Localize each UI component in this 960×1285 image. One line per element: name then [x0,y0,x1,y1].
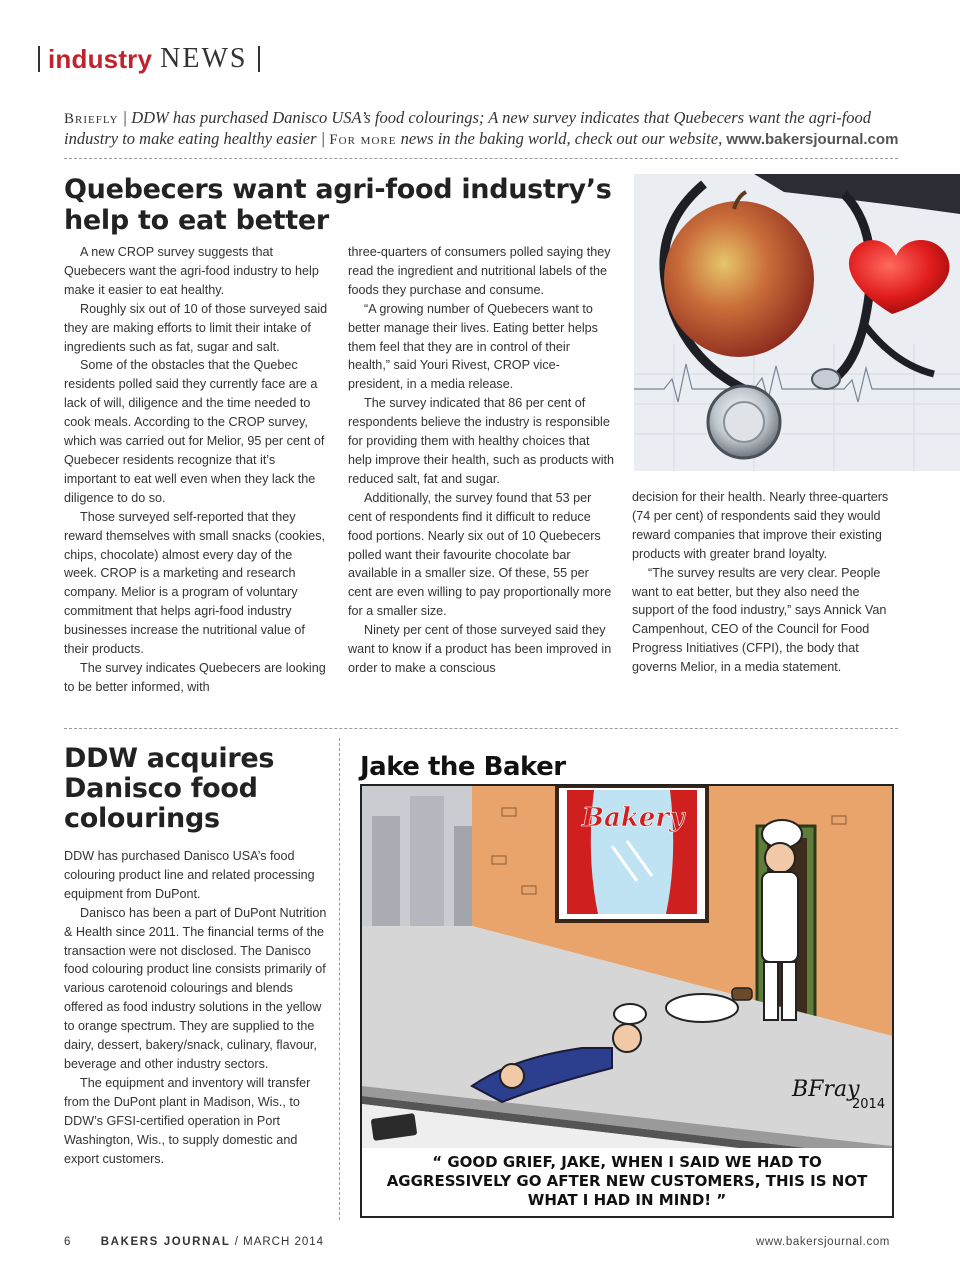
briefly-website-link[interactable]: www.bakersjournal.com [726,131,899,148]
header-rule-left [38,46,40,72]
section-title-industry: industry [48,43,153,74]
briefly-label: Briefly [64,111,119,127]
paragraph: The survey indicated that 86 per cent of respondents believe the industry is responsible for providing them with healthy choices that help improve their health, such as products with reduced salt, fat and sugar. [348,396,615,486]
paragraph: Some of the obstacles that the Quebec residents polled said they currently face are a lack of will, diligence and the time needed to cook meals. According to the CROP survey, which was carried out for Melior, 95 per cent of Quebecer residents recognize that it’s important to eat well even when they lack the diligence to do so. [64,358,325,505]
paragraph: decision for their health. Nearly three-quarters (74 per cent) of respondents said they would reward companies that improve their existing products with greater brand loyalty. [632,490,889,561]
paragraph: “The survey results are very clear. People want to eat better, but they also need the support of the food industry,” says Annick Van Campenhout, CEO of the Council for Food Progress Initiatives (CFPI), the body that governs Melior, in a media statement. [632,565,887,675]
bakery-sign: Bakery [582,803,685,833]
paragraph: Roughly six out of 10 of those surveyed said they are making efforts to limit their intake of ingredients such as fat, sugar and salt. [64,301,328,354]
cartoon-year: 2014 [852,1097,886,1112]
for-more-label: For more [329,132,397,148]
divider-top [64,158,898,159]
section-title-news: NEWS [160,43,248,74]
issue-date: / MARCH 2014 [234,1236,325,1248]
paragraph: The survey indicates Quebecers are looking to be better informed, with [64,660,326,694]
article-quebec-column-1 [64,243,328,697]
cartoon-title: Jake the Baker [360,752,566,782]
apple-stethoscope-photo [634,174,960,471]
section-header [38,42,260,76]
cartoon-caption: “ GOOD GRIEF, JAKE, WHEN I SAID WE HAD TO AGGRESSIVELY GO AFTER NEW CUSTOMERS, THIS IS NOT WHAT I HAD IN MIND! ” [386,1153,868,1209]
paragraph: Danisco has been a part of DuPont Nutrition & Health since 2011. The financial terms of the transaction were not disclosed. The Danisco food colouring product line consists primarily of various carotenoid colourings and blends offered as food industry solutions in the yellow to orange spectrum. They are supplied to the dairy, dessert, bakery/snack, culinary, flavour, beverage and other industry sectors. [64,905,327,1071]
page-number: 6 [64,1236,72,1248]
article-quebec-title: Quebecers want agri-food industry’s help to eat better [64,174,612,236]
article-ddw-title: DDW acquires Danisco food colourings [64,743,275,834]
paragraph: DDW has purchased Danisco USA’s food colouring product line and related processing equipment from DuPont. [64,849,315,901]
footer-left [64,1236,324,1248]
article-quebec-column-2 [348,243,614,678]
header-rule-right [258,46,260,72]
paragraph: Those surveyed self-reported that they reward themselves with small snacks (cookies, chips, chocolate) almost every day of the week. CROP is a marketing and research company. Melior is a program of voluntary commitment that helps agri-food industry businesses increase the nutritional value of their products. [64,509,326,657]
footer-website-link[interactable]: www.bakersjournal.com [755,1236,890,1248]
magazine-name: BAKERS JOURNAL [100,1236,231,1248]
article-quebec-column-3 [632,488,898,677]
paragraph: Ninety per cent of those surveyed said they want to know if a product has been improved in order to make a conscious [348,623,612,675]
for-more-text: news in the baking world, check out our website, [400,129,723,148]
briefly-text: DDW has purchased Danisco USA’s food colourings; A new survey indicates that Quebecers want the agri-food industry to make eating healthy easier [64,108,872,148]
article-ddw-body [64,847,330,1168]
jake-the-baker-cartoon [360,784,894,1218]
paragraph: Additionally, the survey found that 53 per cent of respondents find it difficult to reduce food portions. Nearly six out of 10 Quebecers polled want their favourite chocolate bar available in a smaller size. Of these, 55 per cent are even willing to pay proportionally more for a smaller size. [348,490,612,619]
paragraph: three-quarters of consumers polled saying they read the ingredient and nutritional labels of the foods they purchase and consume. [348,245,611,297]
briefly-strip: Briefly | DDW has purchased Danisco USA’s food colourings; A new survey indicates that Quebecers want the agri-food industry to make eating healthy easier | For more news in the baking world, check out our website, www.bakersjournal.com [64,108,899,148]
paragraph: “A growing number of Quebecers want to better manage their lives. Eating better helps them feel that they are in control of their health,” said Youri Rivest, CROP vice-president, in a media release. [348,301,598,392]
divider-middle [64,728,898,729]
cartoon-signature: BFray [792,1077,860,1102]
paragraph: A new CROP survey suggests that Quebecers want the agri-food industry to help make it easier to eat healthy. [64,245,319,297]
column-divider [339,738,340,1220]
paragraph: The equipment and inventory will transfer from the DuPont plant in Madison, Wis., to DDW’s GFSI-certified operation in Port Washington, Wis., to supply domestic and export customers. [64,1075,311,1166]
